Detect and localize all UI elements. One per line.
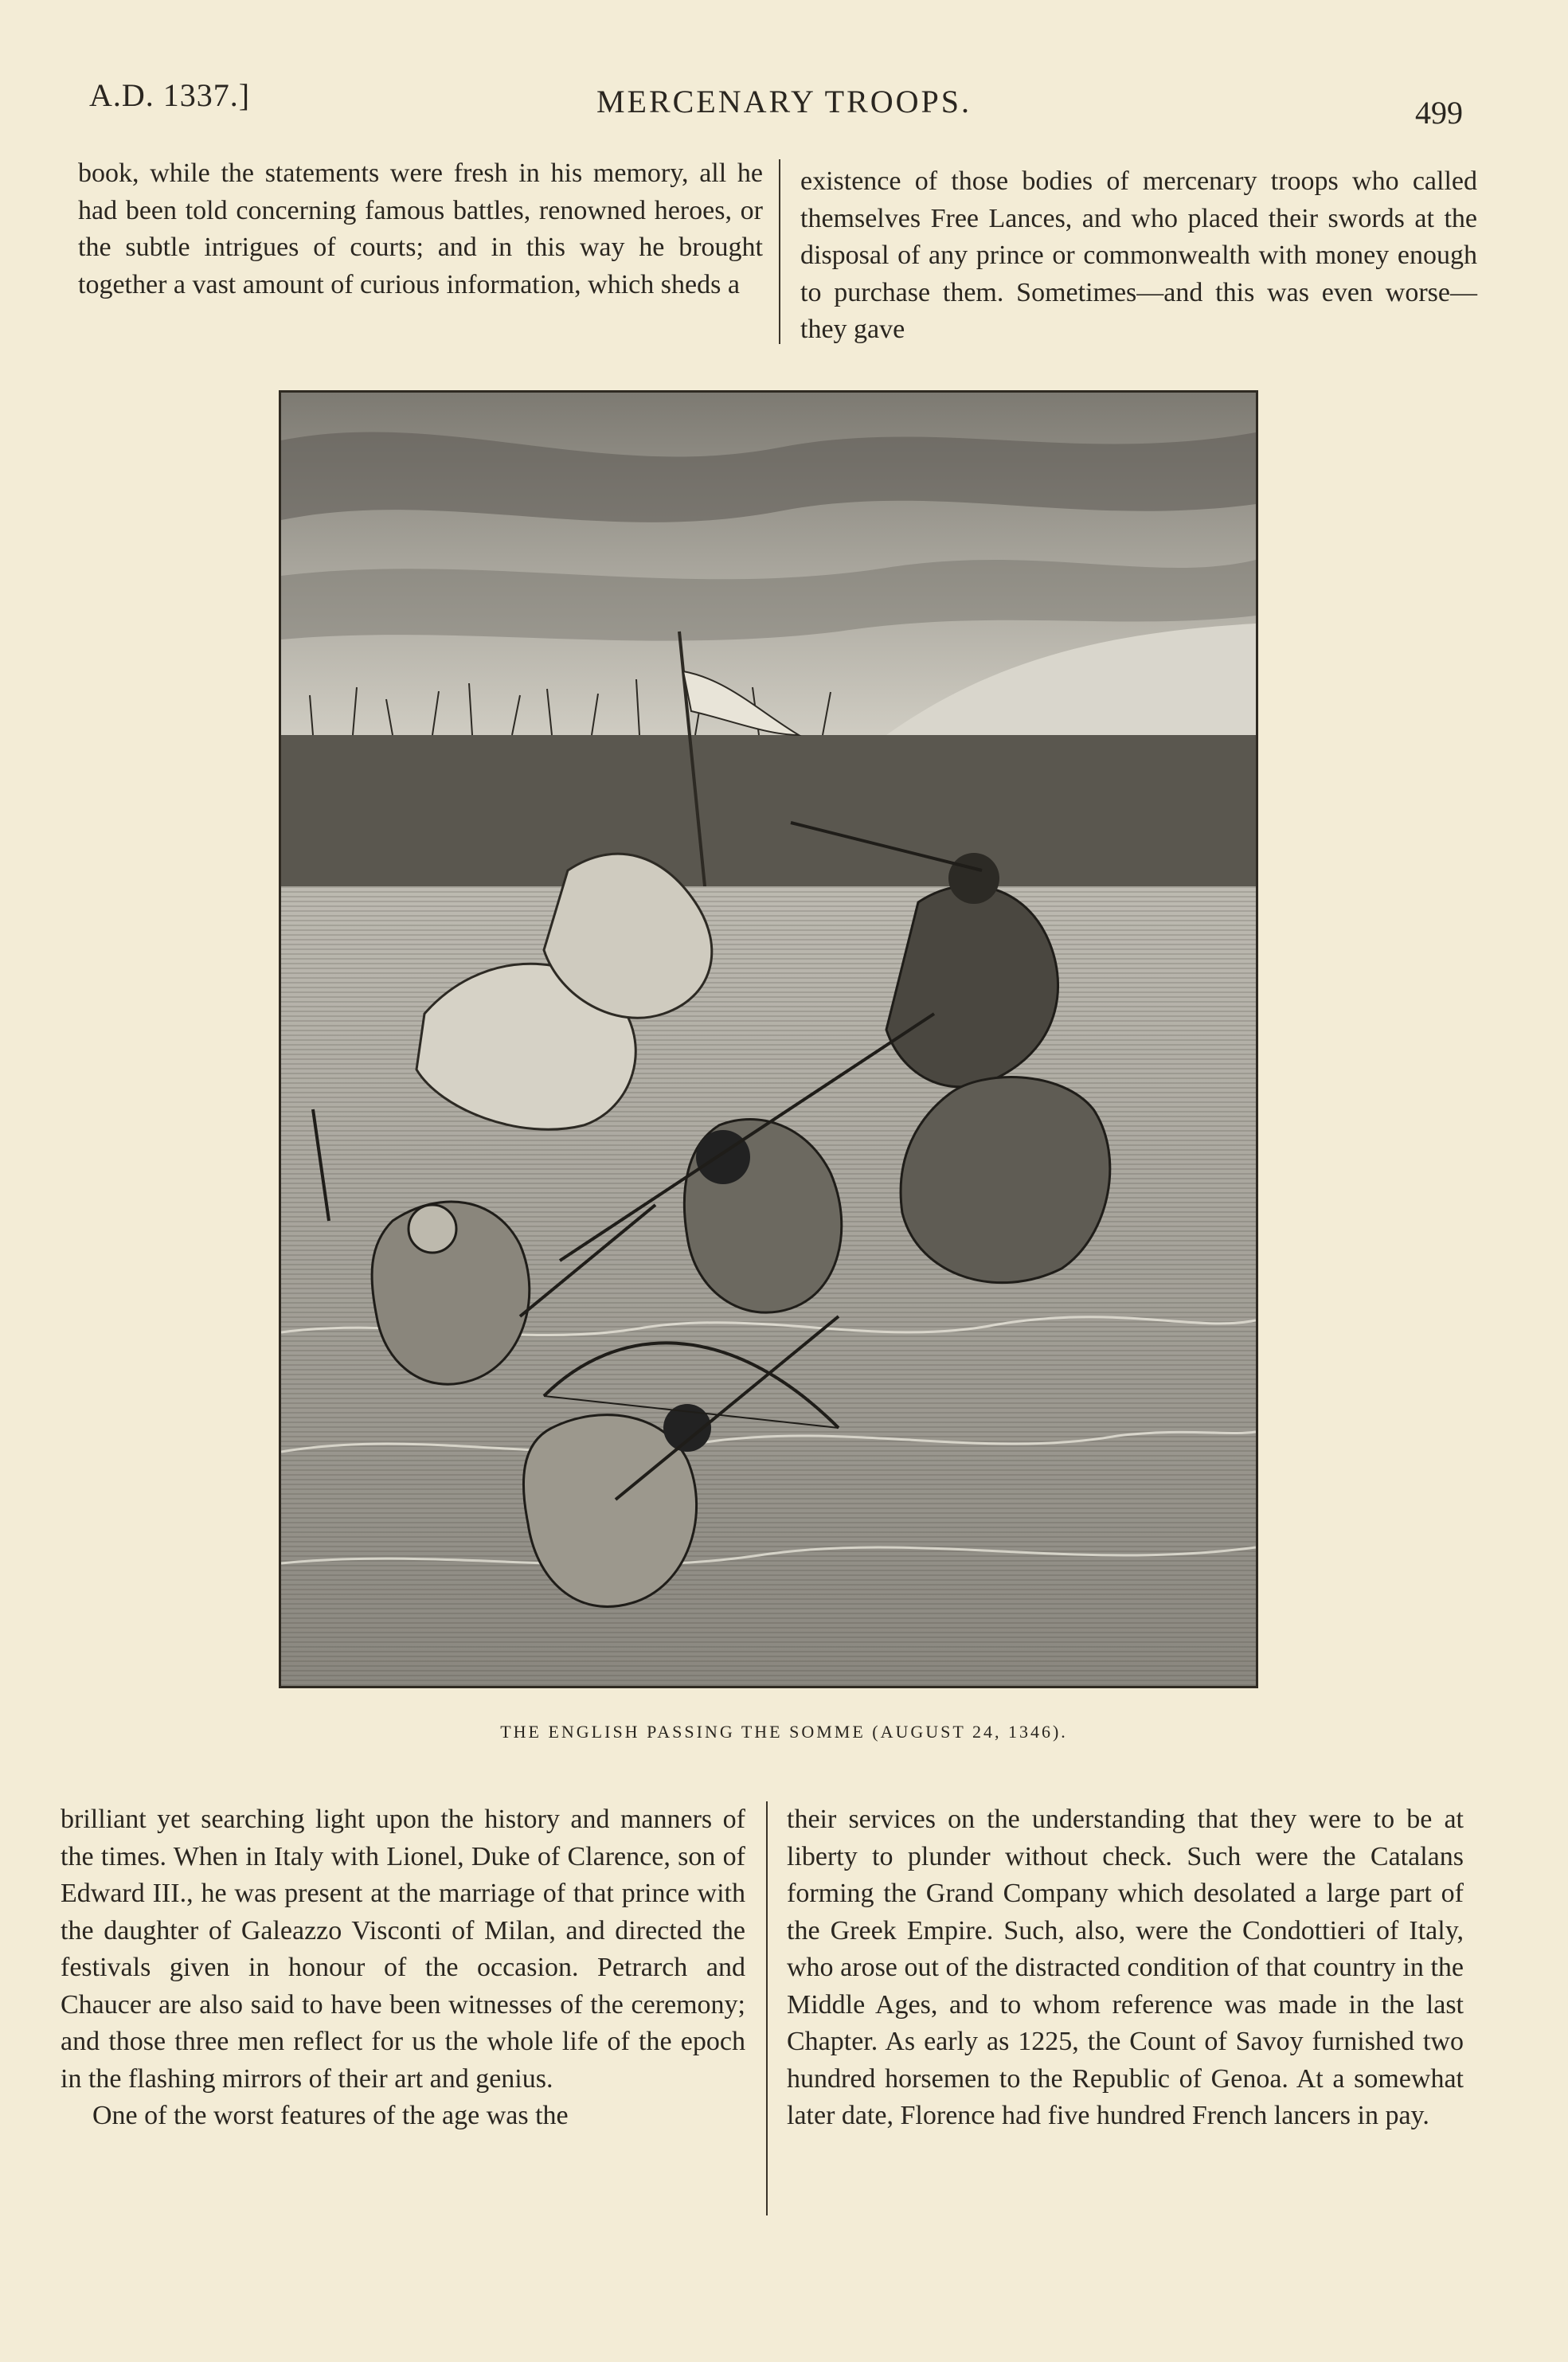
page-number: 499: [1415, 95, 1463, 131]
bottom-left-paragraph-1: brilliant yet searching light upon the history and manners of the times. When in Italy with Lionel, Duke of Clarence, son of Edward III., he was present at the marriage of that prince with the daughter of Galeazzo Visconti of Milan, and directed the festivals given in honour of the occasion. Petrarch and Chaucer are also said to have been witnesses of the ceremony; and those three men reflect for us the whole life of the epoch in the flashing mirrors of their art and genius.: [61, 1805, 745, 2094]
top-left-paragraph: book, while the statements were fresh in his memory, all he had been told concerning famous battles, renowned heroes, or the subtle intrigues of courts; and in this way he brought together a vast amount of curious information, which sheds a: [78, 158, 763, 299]
running-head: [0, 76, 1568, 131]
battle-engraving-image: [281, 393, 1256, 1686]
top-left-column: [78, 155, 763, 303]
bottom-left-paragraph-2: One of the worst features of the age was the: [92, 2101, 569, 2130]
illustration-caption: THE ENGLISH PASSING THE SOMME (AUGUST 24, 1346).: [500, 1722, 1068, 1742]
top-right-paragraph: existence of those bodies of mercenary troops who called themselves Free Lances, and who placed their swords at the disposal of any prince or commonwealth with money enough to purchase them. Sometimes—and this was even worse—they gave: [800, 166, 1477, 344]
running-head-date: A.D. 1337.]: [89, 77, 251, 113]
bottom-right-paragraph: their services on the understanding that they were to be at liberty to plunder without check. Such were the Catalans forming the Grand Company which desolated a large part of the Greek Empire. Such, also, were the Condottieri of Italy, who arose out of the distracted condition of that country in the Middle Ages, and to whom reference was made in the last Chapter. As early as 1225, the Count of Savoy furnished two hundred horsemen to the Republic of Genoa. At a somewhat later date, Florence had five hundred French lancers in pay.: [787, 1805, 1464, 2130]
top-right-column: [800, 163, 1477, 349]
running-head-title: MERCENARY TROOPS.: [596, 84, 972, 119]
column-divider-bottom: [766, 1801, 768, 2215]
bottom-left-column: [61, 1801, 745, 2135]
column-divider-top: [779, 159, 780, 344]
engraving-illustration: [279, 390, 1258, 1688]
bottom-right-column: [787, 1801, 1464, 2135]
